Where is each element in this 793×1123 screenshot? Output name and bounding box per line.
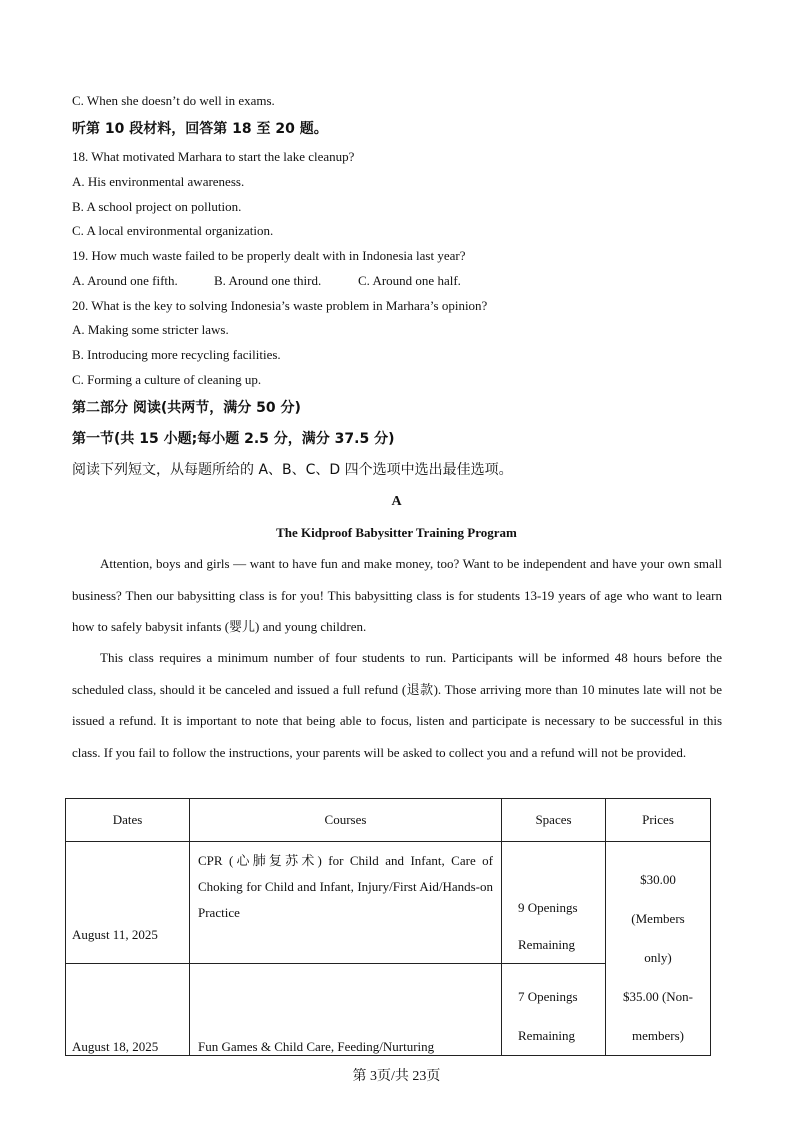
table-row bbox=[66, 842, 711, 964]
q20-option-a: A. Making some stricter laws. bbox=[72, 322, 229, 337]
header-prices: Prices bbox=[606, 799, 711, 842]
q18-option-b: B. A school project on pollution. bbox=[72, 199, 242, 214]
row1-date: August 11, 2025 bbox=[66, 842, 190, 964]
question-18: 18. What motivated Marhara to start the lake cleanup? bbox=[72, 149, 355, 164]
q19-options bbox=[72, 273, 461, 289]
prices-cell bbox=[606, 842, 711, 1056]
price-members: $30.00 (Members only) bbox=[631, 872, 685, 965]
question-20: 20. What is the key to solving Indonesia’s waste problem in Marhara’s opinion? bbox=[72, 298, 488, 313]
q19-option-c: C. Around one half. bbox=[358, 273, 461, 288]
q20-option-b: B. Introducing more recycling facilities. bbox=[72, 347, 281, 362]
reading-part-title: 第二部分 阅读(共两节，满分 50 分) bbox=[72, 400, 301, 416]
header-dates: Dates bbox=[66, 799, 190, 842]
reading-section-title: 第一节(共 15 小题;每小题 2.5 分，满分 37.5 分) bbox=[72, 431, 395, 447]
passage-title: The Kidproof Babysitter Training Program bbox=[276, 525, 517, 540]
row2-course: Fun Games & Child Care, Feeding/Nurturing bbox=[190, 963, 502, 1055]
page-footer: 第 3页/共 23页 bbox=[352, 1069, 441, 1084]
row1-course: CPR (心肺复苏术) for Child and Infant, Care of Choking for Child and Infant, Injury/First Aid/Hands-on Practice bbox=[190, 842, 502, 964]
row1-spaces: 9 Openings Remaining bbox=[502, 842, 606, 964]
passage-paragraph-1: Attention, boys and girls — want to have fun and make money, too? Want to be independent and have your own small business? Then our babysitting class is for you! This babysitting class is for students 13-19 years of age who want to learn how to safely babysit infants (婴儿) and young children. bbox=[72, 556, 722, 634]
question-19: 19. How much waste failed to be properly dealt with in Indonesia last year? bbox=[72, 248, 466, 263]
q18-option-a: A. His environmental awareness. bbox=[72, 174, 245, 189]
q19-option-b: B. Around one third. bbox=[214, 273, 322, 288]
q18-option-c: C. A local environmental organization. bbox=[72, 223, 274, 238]
q20-option-c: C. Forming a culture of cleaning up. bbox=[72, 372, 262, 387]
row2-spaces: 7 Openings Remaining bbox=[502, 963, 606, 1055]
q19-option-a: A. Around one fifth. bbox=[72, 273, 178, 288]
header-courses: Courses bbox=[190, 799, 502, 842]
courses-table bbox=[65, 798, 711, 1056]
passage-letter: A bbox=[391, 494, 402, 509]
q17-option-c: C. When she doesn’t do well in exams. bbox=[72, 93, 275, 108]
passage-paragraph-2: This class requires a minimum number of four students to run. Participants will be informed 48 hours before the scheduled class, should it be canceled and issued a full refund (退款). Those arriving more than 10 minutes late will not be issued a refund. It is important to note that being able to focus, listen and participate is necessary to be successful in this class. If you fail to follow the instructions, your parents will be asked to collect you and a refund will not be provided. bbox=[72, 650, 722, 760]
header-spaces: Spaces bbox=[502, 799, 606, 842]
reading-instruction: 阅读下列短文，从每题所给的 A、B、C、D 四个选项中选出最佳选项。 bbox=[72, 462, 513, 478]
price-nonmembers: $35.00 (Non-members) bbox=[622, 989, 694, 1043]
section10-header: 听第 10 段材料，回答第 18 至 20 题。 bbox=[72, 121, 328, 137]
row2-date: August 18, 2025 bbox=[66, 963, 190, 1055]
table-header-row bbox=[66, 799, 711, 842]
